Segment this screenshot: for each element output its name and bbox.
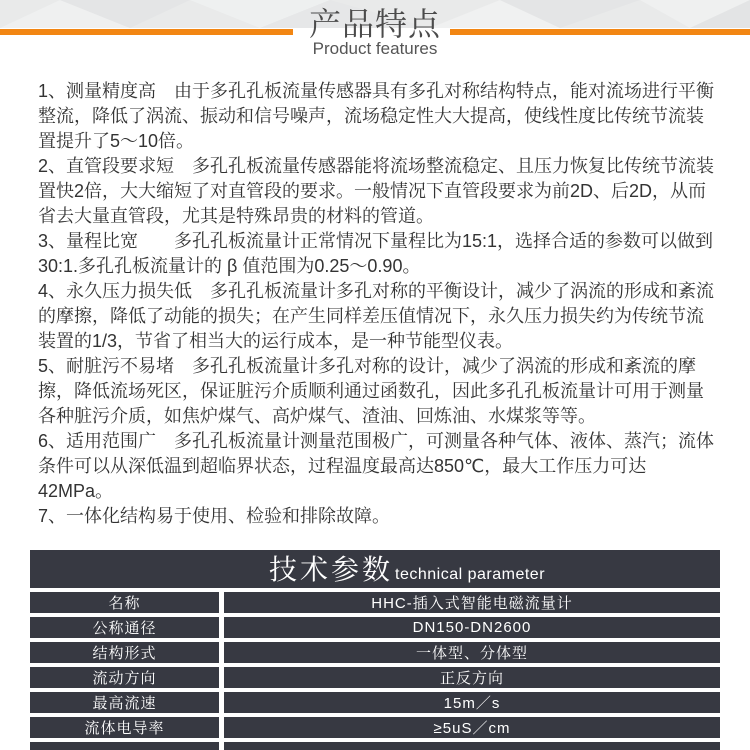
tech-header (30, 550, 720, 588)
row-label: 最高流速 (30, 692, 219, 713)
table-row (30, 692, 720, 713)
feature-paragraph-5: 5、耐脏污不易堵 多孔孔板流量计多孔对称的设计，减少了涡流的形成和紊流的摩擦，降低流场死区，保证脏污介质顺利通过函数孔，因此多孔孔板流量计可用于测量各种脏污介质，如焦炉煤气、高炉煤气、渣油、回炼油、水煤浆等等。 (38, 356, 704, 426)
feature-paragraph-2: 2、直管段要求短 多孔孔板流量传感器能将流场整流稳定、且压力恢复比传统节流装置快2倍，大大缩短了对直管段的要求。一般情况下直管段要求为前2D、后2D，从而省去大量直管段，尤其是特殊昂贵的材料的管道。 (38, 156, 715, 226)
feature-paragraph-1: 1、测量精度高 由于多孔孔板流量传感器具有多孔对称结构特点，能对流场进行平衡整流，降低了涡流、振动和信号噪声，流场稳定性大大提高，使线性度比传统节流装置提升了5～10倍。 (38, 81, 715, 151)
row-label: 流动方向 (30, 667, 219, 688)
row-label: 流体电导率 (30, 717, 219, 738)
tech-title: 技术参数 (268, 554, 393, 585)
feature-paragraph-3: 3、量程比宽 多孔孔板流量计正常情况下量程比为15:1，选择合适的参数可以做到30:1.多孔孔板流量计的 β 值范围为0.25～0.90。 (38, 231, 714, 276)
feature-paragraph-6: 6、适用范围广 多孔孔板流量计测量范围极广，可测量各种气体、液体、蒸汽；流体条件可以从深低温到超临界状态，过程温度最高达850℃，最大工作压力可达42MPa。 (38, 431, 715, 501)
table-row (30, 642, 720, 663)
row-value: HHC-插入式智能电磁流量计 (224, 592, 720, 613)
row-value: 15m／s (224, 692, 720, 713)
row-value: DN150-DN2600 (224, 617, 720, 638)
table-row (30, 617, 720, 638)
row-label: 公称通径 (30, 617, 219, 638)
page-title: 产品特点 (308, 6, 441, 42)
table-row (30, 667, 720, 688)
table-row (30, 592, 720, 613)
row-label: 结构形式 (30, 642, 219, 663)
feature-paragraph-4: 4、永久压力损失低 多孔孔板流量计多孔对称的平衡设计，减少了涡流的形成和紊流的摩擦，降低了动能的损失；在产生同样差压值情况下，永久压力损失约为传统节流装置的1/3，节省了相当大的运行成本，是一种节能型仪表。 (38, 281, 715, 351)
row-label (30, 742, 219, 750)
tech-subtitle: technical parameter (395, 566, 546, 583)
table-row-partial (30, 742, 720, 750)
row-label: 名称 (30, 592, 219, 613)
page-subtitle: Product features (312, 39, 438, 58)
row-value: ≥5uS／cm (224, 717, 720, 738)
tech-parameters-section (30, 550, 720, 750)
row-value (224, 742, 720, 750)
feature-paragraph-7: 7、一体化结构易于使用、检验和排除故障。 (38, 506, 391, 526)
table-row (30, 717, 720, 738)
row-value: 一体型、分体型 (224, 642, 720, 663)
row-value: 正反方向 (224, 667, 720, 688)
features-list (38, 79, 717, 529)
tech-header-title-group (269, 550, 545, 587)
